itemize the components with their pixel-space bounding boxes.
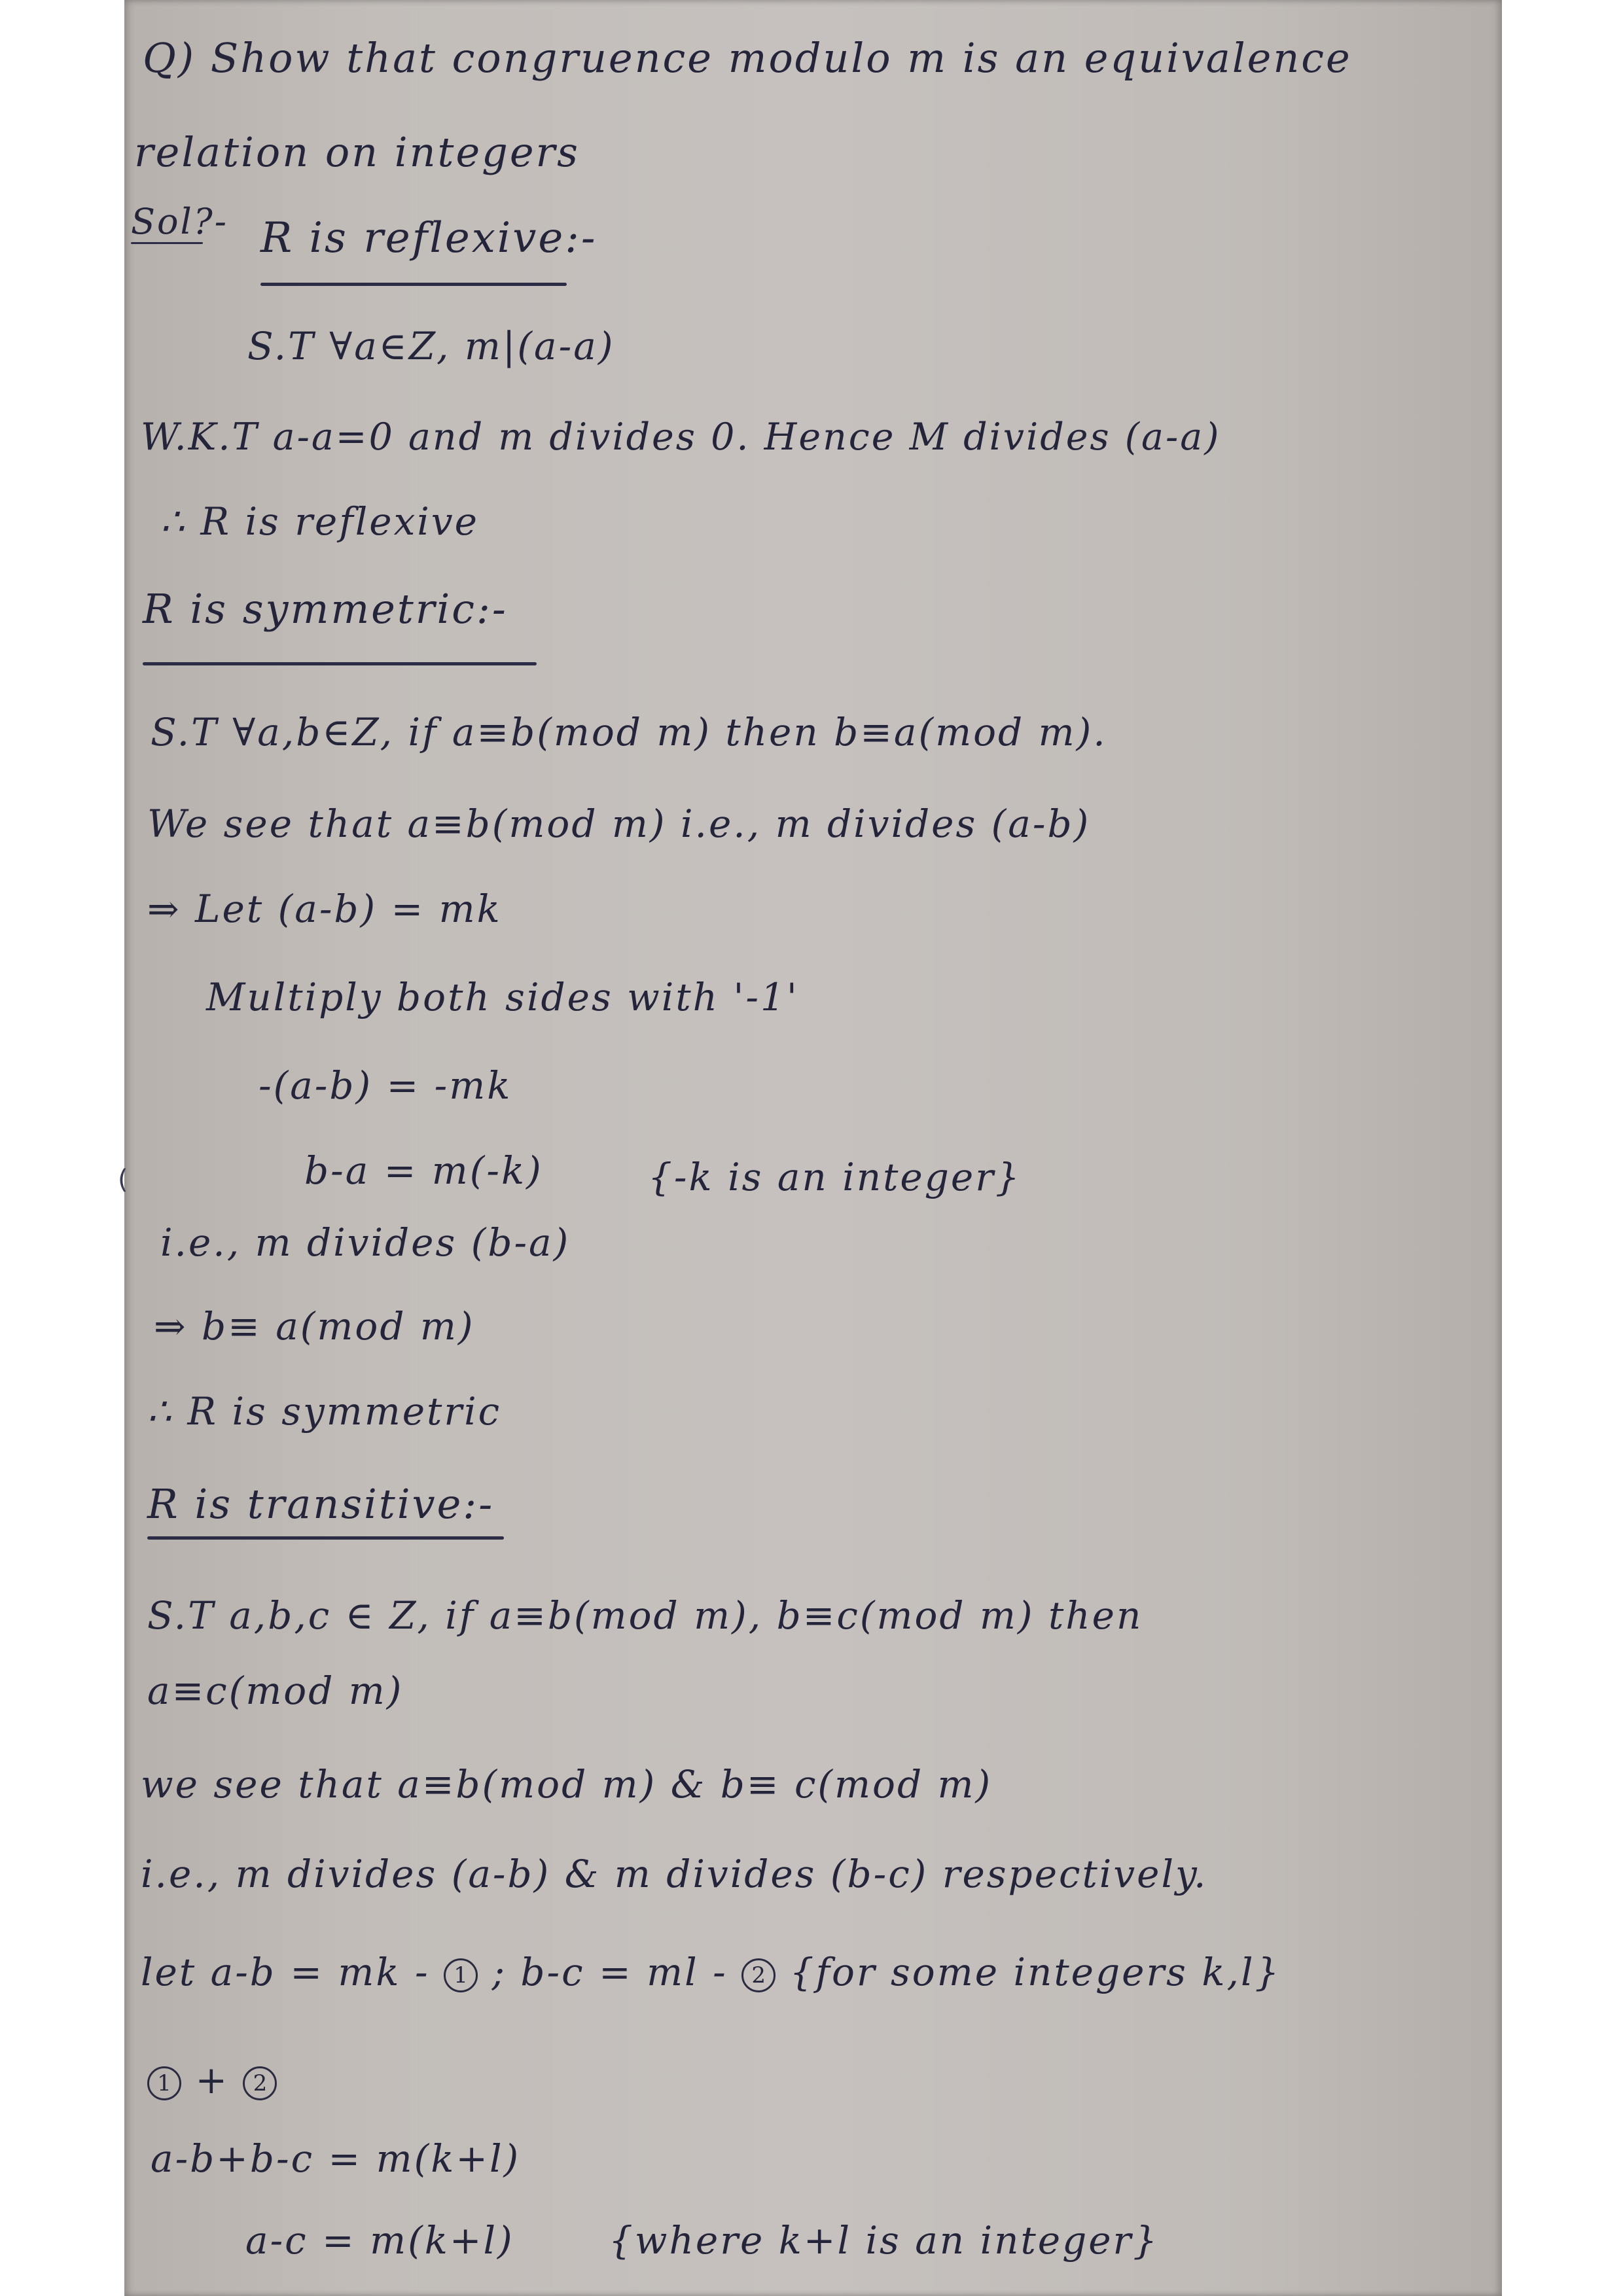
transitive-see: we see that a≡b(mod m) & b≡ c(mod m): [141, 1762, 993, 1807]
margin-mark: (: [118, 1165, 128, 1195]
transitive-let-part2: ; b-c = ml -: [491, 1950, 728, 1994]
symmetric-heading: R is symmetric:-: [143, 585, 508, 633]
question-line-1: Q) Show that congruence modulo m is an equivalence: [143, 34, 1352, 82]
symmetric-multiply: Multiply both sides with '-1': [206, 975, 799, 1019]
solution-label-underline: [131, 242, 203, 244]
transitive-let-part3: {for some integers k,l}: [789, 1950, 1281, 1994]
transitive-sum: [147, 2058, 277, 2102]
sum-plus: +: [195, 2058, 230, 2102]
transitive-heading-underline: [147, 1536, 504, 1540]
transitive-statement-line-1: S.T a,b,c ∈ Z, if a≡b(mod m), b≡c(mod m) then: [147, 1593, 1143, 1638]
transitive-eq2-note: {where k+l is an integer}: [609, 2218, 1160, 2263]
equation-marker-1: 1: [444, 1958, 478, 1992]
transitive-let: [141, 1950, 1281, 1994]
symmetric-heading-underline: [143, 662, 537, 665]
solution-label: Sol?-: [131, 201, 228, 242]
symmetric-statement: S.T ∀a,b∈Z, if a≡b(mod m) then b≡a(mod m).: [151, 710, 1107, 754]
symmetric-eq1: -(a-b) = -mk: [259, 1063, 512, 1108]
transitive-eq2: a-c = m(k+l): [245, 2218, 514, 2263]
symmetric-implies: ⇒ b≡ a(mod m): [154, 1304, 475, 1349]
transitive-ie: i.e., m divides (a-b) & m divides (b-c) respectively.: [141, 1852, 1208, 1896]
symmetric-see: We see that a≡b(mod m) i.e., m divides (a-b): [147, 802, 1091, 846]
reflexive-conclusion: ∴ R is reflexive: [160, 499, 479, 544]
sum-marker-2: 2: [243, 2066, 277, 2100]
equation-marker-2: 2: [741, 1958, 776, 1992]
symmetric-eq2: b-a = m(-k): [304, 1148, 543, 1193]
symmetric-ie: i.e., m divides (b-a): [160, 1220, 571, 1265]
reflexive-statement: S.T ∀a∈Z, m|(a-a): [247, 324, 615, 368]
reflexive-heading: R is reflexive:-: [260, 214, 597, 262]
transitive-statement-line-2: a≡c(mod m): [147, 1669, 404, 1713]
transitive-eq1: a-b+b-c = m(k+l): [151, 2136, 521, 2181]
symmetric-conclusion: ∴ R is symmetric: [147, 1389, 502, 1434]
question-line-2: relation on integers: [134, 128, 580, 176]
sum-marker-1: 1: [147, 2066, 181, 2100]
transitive-let-part1: let a-b = mk -: [141, 1950, 430, 1994]
reflexive-wkt: W.K.T a-a=0 and m divides 0. Hence M divides (a-a): [141, 415, 1221, 459]
transitive-heading: R is transitive:-: [147, 1480, 495, 1528]
reflexive-heading-underline: [260, 283, 567, 286]
symmetric-eq2-note: {-k is an integer}: [648, 1155, 1022, 1199]
symmetric-let: ⇒ Let (a-b) = mk: [147, 887, 502, 931]
